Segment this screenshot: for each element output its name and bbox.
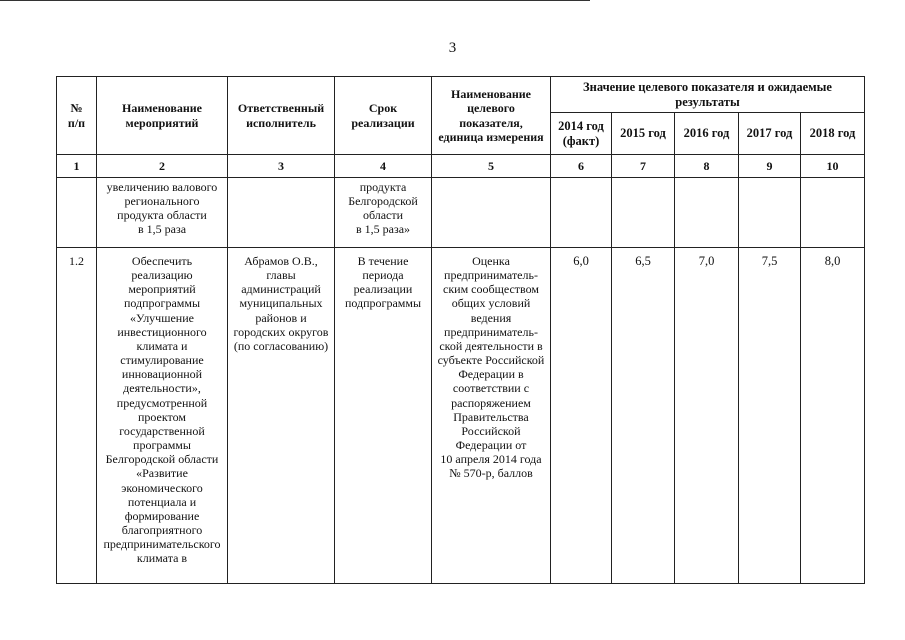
row-value: [675, 178, 739, 248]
column-number: 3: [228, 155, 335, 178]
header-year: 2017 год: [739, 113, 801, 155]
row-value: 7,0: [675, 248, 739, 584]
table-row: [57, 248, 865, 584]
row-value: 7,5: [739, 248, 801, 584]
row-value: 6,5: [612, 248, 675, 584]
row-term: продукта Белгородской области в 1,5 раза»: [335, 178, 432, 248]
row-value: 6,0: [551, 248, 612, 584]
row-value: [801, 178, 865, 248]
header-year: 2018 год: [801, 113, 865, 155]
header-values-group: Значение целевого показателя и ожидаемые результаты: [551, 77, 865, 113]
column-number: 1: [57, 155, 97, 178]
top-rule: [0, 0, 590, 1]
row-term: В течение периода реализации подпрограммы: [335, 248, 432, 584]
column-number: 2: [97, 155, 228, 178]
column-number: 6: [551, 155, 612, 178]
column-number: 4: [335, 155, 432, 178]
page-number: 3: [448, 40, 457, 56]
column-number: 7: [612, 155, 675, 178]
row-indicator: Оценка предприниматель- ским сообществом общих условий ведения предприниматель- ской деятельности в субъекте Российской Федерации в соответствии с распоряжением Правительства Российской Федерации от 10 апреля 2014 года № 570-р, баллов: [432, 248, 551, 584]
table-row: [57, 178, 865, 248]
column-number: 10: [801, 155, 865, 178]
row-measure-name: Обеспечить реализацию мероприятий подпрограммы «Улучшение инвестиционного климата и стимулирование инновационной деятельности», предусмотренной проектом государственной программы Белгородской области «Развитие экономического потенциала и формирование благоприятного предпринимательского климата в: [97, 248, 228, 584]
header-col-name: Наименование мероприятий: [97, 77, 228, 155]
row-responsible: Абрамов О.В., главы администраций муниципальных районов и городских округов (по согласованию): [228, 248, 335, 584]
header-year: 2014 год (факт): [551, 113, 612, 155]
row-indicator: [432, 178, 551, 248]
column-number: 9: [739, 155, 801, 178]
row-value: [739, 178, 801, 248]
header-col-no: № п/п: [57, 77, 97, 155]
row-value: [551, 178, 612, 248]
header-year: 2015 год: [612, 113, 675, 155]
header-col-indicator: Наименование целевого показателя, единица измерения: [432, 77, 551, 155]
row-responsible: [228, 178, 335, 248]
row-value: [612, 178, 675, 248]
header-col-responsible: Ответственный исполнитель: [228, 77, 335, 155]
column-number: 5: [432, 155, 551, 178]
row-measure-name: увеличению валового регионального продукта области в 1,5 раза: [97, 178, 228, 248]
row-value: 8,0: [801, 248, 865, 584]
header-year: 2016 год: [675, 113, 739, 155]
column-number: 8: [675, 155, 739, 178]
target-indicators-table: [56, 76, 865, 584]
row-number: [57, 178, 97, 248]
header-col-term: Срок реализации: [335, 77, 432, 155]
row-number: 1.2: [57, 248, 97, 584]
